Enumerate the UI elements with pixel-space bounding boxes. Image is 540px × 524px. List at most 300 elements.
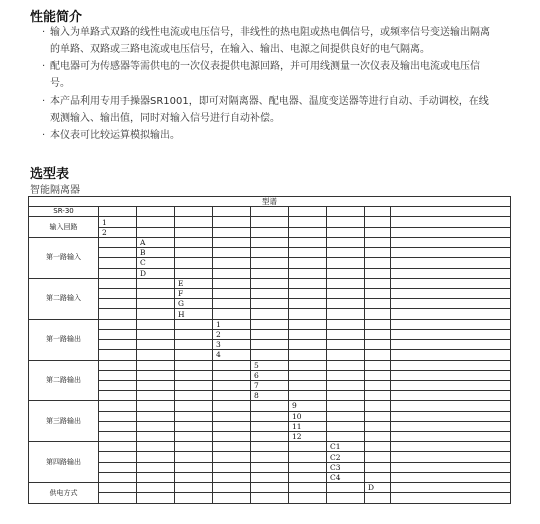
empty-cell xyxy=(391,248,511,258)
table-row xyxy=(29,411,511,421)
empty-cell xyxy=(327,483,365,493)
empty-cell xyxy=(327,227,365,237)
empty-cell xyxy=(213,299,251,309)
empty-cell xyxy=(391,432,511,442)
empty-cell xyxy=(175,472,213,482)
empty-cell xyxy=(99,258,137,268)
empty-cell xyxy=(213,401,251,411)
group-label: 第一路输出 xyxy=(29,319,99,360)
empty-cell xyxy=(137,370,175,380)
empty-cell xyxy=(175,217,213,227)
empty-cell xyxy=(251,462,289,472)
empty-cell xyxy=(251,421,289,431)
empty-cell xyxy=(99,309,137,319)
empty-cell xyxy=(327,432,365,442)
empty-cell xyxy=(391,360,511,370)
bullet-dot: · xyxy=(42,61,46,72)
empty-cell xyxy=(327,278,365,288)
empty-cell xyxy=(391,391,511,401)
empty-cell xyxy=(289,278,327,288)
empty-cell xyxy=(365,268,391,278)
empty-cell xyxy=(289,380,327,390)
option-code: 2 xyxy=(213,329,251,339)
empty-cell xyxy=(327,380,365,390)
group-label: 供电方式 xyxy=(29,483,99,504)
table-row xyxy=(29,391,511,401)
empty-cell xyxy=(391,350,511,360)
empty-cell xyxy=(251,288,289,298)
empty-cell xyxy=(99,360,137,370)
empty-cell xyxy=(365,452,391,462)
table-row xyxy=(29,493,511,504)
empty-cell xyxy=(175,411,213,421)
empty-cell xyxy=(327,258,365,268)
empty-cell xyxy=(391,421,511,431)
empty-cell xyxy=(289,207,327,217)
empty-cell xyxy=(327,401,365,411)
option-code: H xyxy=(175,309,213,319)
empty-cell xyxy=(327,370,365,380)
group-label: 第四路输出 xyxy=(29,442,99,483)
empty-cell xyxy=(289,299,327,309)
empty-cell xyxy=(251,319,289,329)
empty-cell xyxy=(289,237,327,247)
selection-table xyxy=(28,196,511,504)
table-row xyxy=(29,421,511,431)
empty-cell xyxy=(137,319,175,329)
empty-cell xyxy=(289,258,327,268)
option-code: F xyxy=(175,288,213,298)
table-row xyxy=(29,452,511,462)
empty-cell xyxy=(289,227,327,237)
empty-cell xyxy=(365,278,391,288)
option-code: C2 xyxy=(327,452,365,462)
empty-cell xyxy=(251,227,289,237)
empty-cell xyxy=(213,462,251,472)
empty-cell xyxy=(251,401,289,411)
empty-cell xyxy=(365,329,391,339)
table-row xyxy=(29,483,511,493)
empty-cell xyxy=(137,483,175,493)
empty-cell xyxy=(213,237,251,247)
empty-cell xyxy=(391,329,511,339)
empty-cell xyxy=(99,268,137,278)
empty-cell xyxy=(251,411,289,421)
option-code: G xyxy=(175,299,213,309)
empty-cell xyxy=(175,329,213,339)
empty-cell xyxy=(391,452,511,462)
empty-cell xyxy=(175,350,213,360)
option-code: 5 xyxy=(251,360,289,370)
empty-cell xyxy=(327,299,365,309)
empty-cell xyxy=(137,421,175,431)
empty-cell xyxy=(175,207,213,217)
empty-cell xyxy=(289,340,327,350)
empty-cell xyxy=(251,329,289,339)
empty-cell xyxy=(289,288,327,298)
option-code: 7 xyxy=(251,380,289,390)
empty-cell xyxy=(213,452,251,462)
empty-cell xyxy=(99,411,137,421)
empty-cell xyxy=(99,278,137,288)
feature-paragraph-2: · 配电器可为传感器等需供电的一次仪表提供电源回路，并可用线测量一次仪表及输出电流或电压信 号。 xyxy=(50,58,520,92)
empty-cell xyxy=(391,340,511,350)
empty-cell xyxy=(327,350,365,360)
empty-cell xyxy=(251,309,289,319)
empty-cell xyxy=(99,350,137,360)
empty-cell xyxy=(365,299,391,309)
empty-cell xyxy=(391,237,511,247)
empty-cell xyxy=(365,288,391,298)
empty-cell xyxy=(213,411,251,421)
table-row xyxy=(29,442,511,452)
empty-cell xyxy=(391,319,511,329)
empty-cell xyxy=(391,380,511,390)
empty-cell xyxy=(175,370,213,380)
empty-cell xyxy=(327,411,365,421)
empty-cell xyxy=(99,452,137,462)
empty-cell xyxy=(365,319,391,329)
option-code: C xyxy=(137,258,175,268)
table-row xyxy=(29,462,511,472)
empty-cell xyxy=(137,278,175,288)
empty-cell xyxy=(289,360,327,370)
empty-cell xyxy=(99,391,137,401)
empty-cell xyxy=(251,452,289,462)
empty-cell xyxy=(175,401,213,411)
empty-cell xyxy=(99,370,137,380)
empty-cell xyxy=(365,411,391,421)
empty-cell xyxy=(213,288,251,298)
empty-cell xyxy=(391,288,511,298)
empty-cell xyxy=(365,207,391,217)
empty-cell xyxy=(137,288,175,298)
empty-cell xyxy=(213,258,251,268)
table-row xyxy=(29,340,511,350)
empty-cell xyxy=(213,442,251,452)
empty-cell xyxy=(251,340,289,350)
table-row xyxy=(29,227,511,237)
empty-cell xyxy=(391,442,511,452)
empty-cell xyxy=(365,248,391,258)
empty-cell xyxy=(365,472,391,482)
empty-cell xyxy=(137,340,175,350)
empty-cell xyxy=(99,207,137,217)
empty-cell xyxy=(365,227,391,237)
empty-cell xyxy=(391,207,511,217)
empty-cell xyxy=(137,207,175,217)
option-code: D xyxy=(137,268,175,278)
option-code: C3 xyxy=(327,462,365,472)
empty-cell xyxy=(99,472,137,482)
empty-cell xyxy=(365,237,391,247)
empty-cell xyxy=(391,278,511,288)
empty-cell xyxy=(289,483,327,493)
table-row xyxy=(29,248,511,258)
empty-cell xyxy=(213,217,251,227)
table-row xyxy=(29,472,511,482)
table-row xyxy=(29,350,511,360)
table-row xyxy=(29,288,511,298)
empty-cell xyxy=(365,421,391,431)
empty-cell xyxy=(213,278,251,288)
option-code: D xyxy=(365,483,391,493)
table-row xyxy=(29,268,511,278)
empty-cell xyxy=(175,340,213,350)
empty-cell xyxy=(175,360,213,370)
empty-cell xyxy=(327,237,365,247)
empty-cell xyxy=(137,442,175,452)
header-model-spectrum: 型谱 xyxy=(29,197,511,207)
empty-cell xyxy=(251,299,289,309)
empty-cell xyxy=(251,268,289,278)
empty-cell xyxy=(137,391,175,401)
empty-cell xyxy=(289,493,327,504)
empty-cell xyxy=(327,268,365,278)
empty-cell xyxy=(391,227,511,237)
empty-cell xyxy=(137,493,175,504)
table-row xyxy=(29,217,511,227)
empty-cell xyxy=(213,472,251,482)
empty-cell xyxy=(289,268,327,278)
bullet-dot: · xyxy=(42,96,46,107)
table-row xyxy=(29,207,511,217)
empty-cell xyxy=(327,493,365,504)
empty-cell xyxy=(99,483,137,493)
feature-paragraph-1: · 输入为单路式双路的线性电流或电压信号，非线性的热电阻或热电偶信号，或频率信号变送输出隔离 的单路、双路或三路电流或电压信号，在输入、输出、电源之间提供良好的电气隔离。 xyxy=(50,24,520,58)
option-code: C1 xyxy=(327,442,365,452)
empty-cell xyxy=(175,483,213,493)
group-label: 第一路输入 xyxy=(29,237,99,278)
empty-cell xyxy=(391,299,511,309)
empty-cell xyxy=(289,329,327,339)
group-label: 第二路输出 xyxy=(29,360,99,401)
group-label: 第二路输入 xyxy=(29,278,99,319)
empty-cell xyxy=(175,227,213,237)
empty-cell xyxy=(99,288,137,298)
feature-paragraph-4: · 本仪表可比较运算模拟输出。 xyxy=(50,127,520,144)
empty-cell xyxy=(365,432,391,442)
table-row xyxy=(29,309,511,319)
empty-cell xyxy=(251,258,289,268)
empty-cell xyxy=(137,227,175,237)
table-row xyxy=(29,360,511,370)
empty-cell xyxy=(391,217,511,227)
empty-cell xyxy=(391,401,511,411)
empty-cell xyxy=(251,472,289,482)
empty-cell xyxy=(327,391,365,401)
option-code: 12 xyxy=(289,432,327,442)
table-row xyxy=(29,432,511,442)
empty-cell xyxy=(289,217,327,227)
empty-cell xyxy=(99,442,137,452)
empty-cell xyxy=(99,329,137,339)
empty-cell xyxy=(327,421,365,431)
empty-cell xyxy=(137,329,175,339)
empty-cell xyxy=(251,442,289,452)
empty-cell xyxy=(175,380,213,390)
section-title-features: 性能简介 xyxy=(30,10,83,25)
empty-cell xyxy=(251,217,289,227)
empty-cell xyxy=(175,493,213,504)
empty-cell xyxy=(365,360,391,370)
table-row xyxy=(29,401,511,411)
empty-cell xyxy=(289,462,327,472)
empty-cell xyxy=(175,258,213,268)
empty-cell xyxy=(213,248,251,258)
empty-cell xyxy=(251,237,289,247)
empty-cell xyxy=(213,483,251,493)
empty-cell xyxy=(365,370,391,380)
empty-cell xyxy=(175,268,213,278)
empty-cell xyxy=(213,380,251,390)
empty-cell xyxy=(391,370,511,380)
empty-cell xyxy=(175,237,213,247)
empty-cell xyxy=(175,462,213,472)
empty-cell xyxy=(137,432,175,442)
empty-cell xyxy=(365,309,391,319)
empty-cell xyxy=(251,350,289,360)
table-row xyxy=(29,380,511,390)
empty-cell xyxy=(391,493,511,504)
empty-cell xyxy=(213,493,251,504)
empty-cell xyxy=(251,493,289,504)
empty-cell xyxy=(175,442,213,452)
empty-cell xyxy=(391,268,511,278)
empty-cell xyxy=(365,217,391,227)
feature-paragraph-3: · 本产品利用专用手操器SR1001，即可对隔离器、配电器、温度变送器等进行自动、手动调校，在线 观测输入、输出值，同时对输入信号进行自动补偿。 xyxy=(50,93,520,127)
empty-cell xyxy=(137,217,175,227)
option-code: 11 xyxy=(289,421,327,431)
table-subtitle: 智能隔离器 xyxy=(30,185,80,196)
empty-cell xyxy=(137,462,175,472)
option-code: 2 xyxy=(99,227,137,237)
option-code: 10 xyxy=(289,411,327,421)
empty-cell xyxy=(251,432,289,442)
table-row xyxy=(29,319,511,329)
empty-cell xyxy=(99,401,137,411)
empty-cell xyxy=(251,207,289,217)
empty-cell xyxy=(327,340,365,350)
option-code: B xyxy=(137,248,175,258)
empty-cell xyxy=(175,452,213,462)
empty-cell xyxy=(99,380,137,390)
empty-cell xyxy=(175,391,213,401)
empty-cell xyxy=(213,421,251,431)
empty-cell xyxy=(137,350,175,360)
option-code: 1 xyxy=(213,319,251,329)
empty-cell xyxy=(327,360,365,370)
bullet-dot: · xyxy=(42,27,46,38)
empty-cell xyxy=(289,350,327,360)
empty-cell xyxy=(391,483,511,493)
empty-cell xyxy=(289,319,327,329)
empty-cell xyxy=(391,309,511,319)
empty-cell xyxy=(99,493,137,504)
empty-cell xyxy=(175,421,213,431)
table-row xyxy=(29,299,511,309)
group-label: 输入回路 xyxy=(29,217,99,237)
option-code: 4 xyxy=(213,350,251,360)
option-code: C4 xyxy=(327,472,365,482)
empty-cell xyxy=(327,248,365,258)
empty-cell xyxy=(365,380,391,390)
empty-cell xyxy=(137,380,175,390)
empty-cell xyxy=(137,299,175,309)
option-code: E xyxy=(175,278,213,288)
empty-cell xyxy=(99,340,137,350)
table-row xyxy=(29,370,511,380)
empty-cell xyxy=(213,309,251,319)
option-code: 9 xyxy=(289,401,327,411)
option-code: 8 xyxy=(251,391,289,401)
empty-cell xyxy=(137,452,175,462)
empty-cell xyxy=(365,401,391,411)
table-header-row xyxy=(29,197,511,207)
empty-cell xyxy=(99,248,137,258)
empty-cell xyxy=(327,319,365,329)
empty-cell xyxy=(391,472,511,482)
empty-cell xyxy=(213,268,251,278)
empty-cell xyxy=(137,360,175,370)
group-label: 第三路输出 xyxy=(29,401,99,442)
empty-cell xyxy=(289,370,327,380)
empty-cell xyxy=(175,319,213,329)
empty-cell xyxy=(213,227,251,237)
empty-cell xyxy=(137,309,175,319)
empty-cell xyxy=(391,258,511,268)
empty-cell xyxy=(289,391,327,401)
empty-cell xyxy=(213,207,251,217)
empty-cell xyxy=(99,319,137,329)
empty-cell xyxy=(175,248,213,258)
option-code xyxy=(365,493,391,504)
empty-cell xyxy=(391,411,511,421)
empty-cell xyxy=(99,299,137,309)
option-code: A xyxy=(137,237,175,247)
empty-cell xyxy=(251,483,289,493)
empty-cell xyxy=(289,472,327,482)
table-row xyxy=(29,258,511,268)
empty-cell xyxy=(137,411,175,421)
empty-cell xyxy=(327,288,365,298)
empty-cell xyxy=(175,432,213,442)
empty-cell xyxy=(327,217,365,227)
empty-cell xyxy=(289,248,327,258)
empty-cell xyxy=(251,278,289,288)
empty-cell xyxy=(213,391,251,401)
empty-cell xyxy=(365,258,391,268)
empty-cell xyxy=(365,340,391,350)
model-code: SR-30 xyxy=(29,207,99,217)
empty-cell xyxy=(327,309,365,319)
section-title-selection: 选型表 xyxy=(30,167,70,182)
empty-cell xyxy=(99,237,137,247)
empty-cell xyxy=(289,442,327,452)
empty-cell xyxy=(99,421,137,431)
empty-cell xyxy=(251,248,289,258)
empty-cell xyxy=(137,401,175,411)
empty-cell xyxy=(391,462,511,472)
option-code: 3 xyxy=(213,340,251,350)
empty-cell xyxy=(289,452,327,462)
table-row xyxy=(29,329,511,339)
option-code: 6 xyxy=(251,370,289,380)
empty-cell xyxy=(99,462,137,472)
empty-cell xyxy=(327,329,365,339)
empty-cell xyxy=(365,442,391,452)
table-row xyxy=(29,237,511,247)
